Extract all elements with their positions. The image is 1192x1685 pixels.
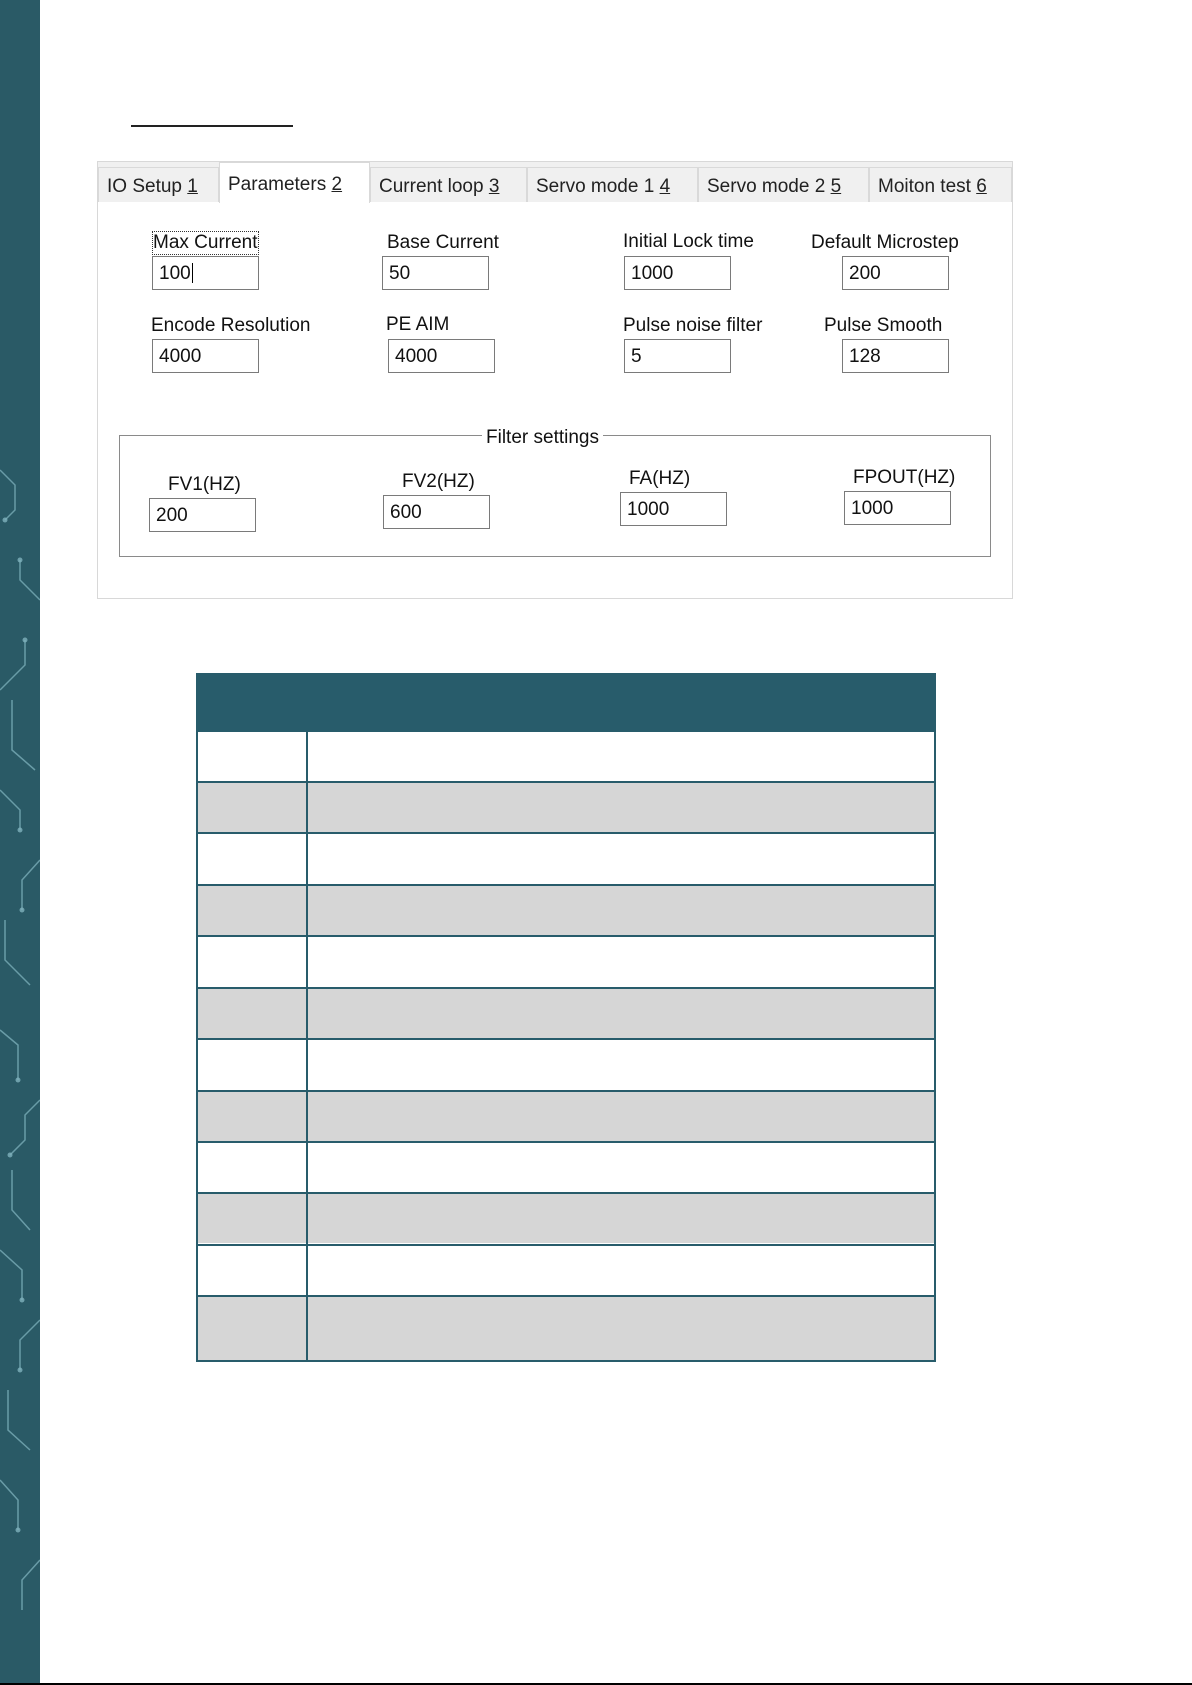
- fpout-label: FPOUT(HZ): [853, 467, 956, 488]
- pulse-smooth-label: Pulse Smooth: [824, 315, 943, 336]
- filter-settings-title: Filter settings: [482, 427, 603, 449]
- table-row: [198, 730, 934, 781]
- table-column-divider: [306, 730, 308, 1360]
- table-row: [198, 884, 934, 935]
- text-caret: [192, 263, 193, 283]
- tab-io-setup[interactable]: IO Setup 1: [98, 167, 219, 202]
- heading-underline: [131, 125, 293, 127]
- tab-current-loop[interactable]: Current loop 3: [370, 167, 527, 202]
- default-microstep-input[interactable]: 200: [842, 256, 949, 290]
- table-row: [198, 935, 934, 986]
- table-header: [198, 675, 934, 730]
- table-row: [198, 781, 934, 832]
- pe-aim-label: PE AIM: [386, 314, 450, 335]
- fpout-input[interactable]: 1000: [844, 491, 951, 525]
- base-current-input[interactable]: 50: [382, 256, 489, 290]
- table-row: [198, 1038, 934, 1089]
- encode-resolution-input[interactable]: 4000: [152, 339, 259, 373]
- encode-resolution-label: Encode Resolution: [151, 315, 311, 336]
- circuit-pattern-icon: [0, 0, 40, 1685]
- table-row: [198, 832, 934, 883]
- fv1-input[interactable]: 200: [149, 498, 256, 532]
- tab-servo-mode-1[interactable]: Servo mode 1 4: [527, 167, 698, 202]
- fa-label: FA(HZ): [629, 468, 691, 489]
- table-row: [198, 987, 934, 1038]
- pe-aim-input[interactable]: 4000: [388, 339, 495, 373]
- table-row: [198, 1090, 934, 1141]
- table-row: [198, 1141, 934, 1192]
- table-row: [198, 1192, 934, 1243]
- fa-input[interactable]: 1000: [620, 492, 727, 526]
- max-current-label: Max Current: [153, 232, 258, 253]
- parameter-table: [196, 673, 936, 1362]
- table-row: [198, 1244, 934, 1295]
- tab-motion-test[interactable]: Moiton test 6: [869, 167, 1012, 202]
- max-current-input[interactable]: 100: [152, 256, 259, 290]
- base-current-label: Base Current: [387, 232, 499, 253]
- tab-parameters[interactable]: Parameters 2: [219, 162, 370, 203]
- table-row: [198, 1295, 934, 1360]
- fv2-input[interactable]: 600: [383, 495, 490, 529]
- fv1-label: FV1(HZ): [168, 474, 241, 495]
- default-microstep-label: Default Microstep: [811, 232, 959, 253]
- initial-lock-time-input[interactable]: 1000: [624, 256, 731, 290]
- pulse-smooth-input[interactable]: 128: [842, 339, 949, 373]
- parameters-dialog: [97, 161, 1013, 599]
- fv2-label: FV2(HZ): [402, 471, 475, 492]
- initial-lock-time-label: Initial Lock time: [623, 231, 754, 252]
- pulse-noise-filter-input[interactable]: 5: [624, 339, 731, 373]
- tab-servo-mode-2[interactable]: Servo mode 2 5: [698, 167, 869, 202]
- pulse-noise-filter-label: Pulse noise filter: [623, 315, 763, 336]
- tab-strip: [98, 162, 1012, 202]
- decorative-side-strip: [0, 0, 40, 1685]
